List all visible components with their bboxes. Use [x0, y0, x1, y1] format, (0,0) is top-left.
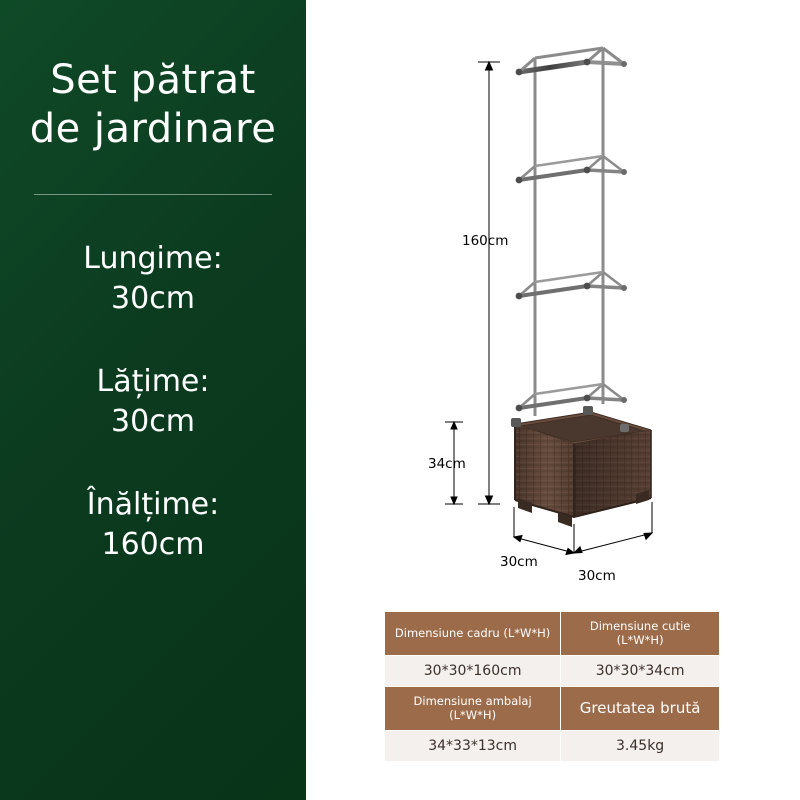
table-header-gross-weight: Greutatea brută [561, 686, 720, 730]
product-info-panel [0, 0, 306, 800]
table-header-package-dimension: Dimensiune ambalaj (L*W*H) [385, 686, 561, 730]
dimension-label-total-height: 160cm [462, 233, 509, 249]
title-divider [34, 194, 272, 195]
spec-item-length [24, 239, 282, 320]
planter-box [511, 406, 651, 527]
table-value-box-dimension: 30*30*34cm [561, 655, 720, 686]
trellis-frame [516, 48, 627, 430]
spec-value-length: 30cm [111, 281, 195, 317]
table-value-package-dimension: 34*33*13cm [385, 730, 561, 761]
specification-list [24, 239, 282, 566]
page-title-line-2: de jardinare [29, 105, 277, 152]
spec-item-width [24, 362, 282, 443]
dimension-label-box-height: 34cm [428, 456, 466, 472]
spec-label-width: Lățime: [96, 363, 210, 399]
product-diagram-area [306, 0, 800, 800]
dimension-label-box-width-left: 30cm [500, 554, 538, 570]
specification-table [384, 611, 720, 762]
planter-dimension-diagram [306, 0, 800, 600]
spec-value-height: 160cm [101, 527, 205, 563]
table-row [385, 686, 720, 730]
table-header-box-dimension: Dimensiune cutie (L*W*H) [561, 612, 720, 656]
table-row [385, 730, 720, 761]
dimension-label-box-width-right: 30cm [578, 568, 616, 584]
page-title [24, 56, 282, 154]
table-value-gross-weight: 3.45kg [561, 730, 720, 761]
table-header-frame-dimension: Dimensiune cadru (L*W*H) [385, 612, 561, 656]
spec-value-width: 30cm [111, 404, 195, 440]
spec-label-height: Înălțime: [86, 486, 220, 522]
table-row [385, 612, 720, 656]
spec-label-length: Lungime: [83, 240, 223, 276]
spec-item-height [24, 485, 282, 566]
table-row [385, 655, 720, 686]
page-title-line-1: Set pătrat [50, 57, 256, 103]
table-value-frame-dimension: 30*30*160cm [385, 655, 561, 686]
